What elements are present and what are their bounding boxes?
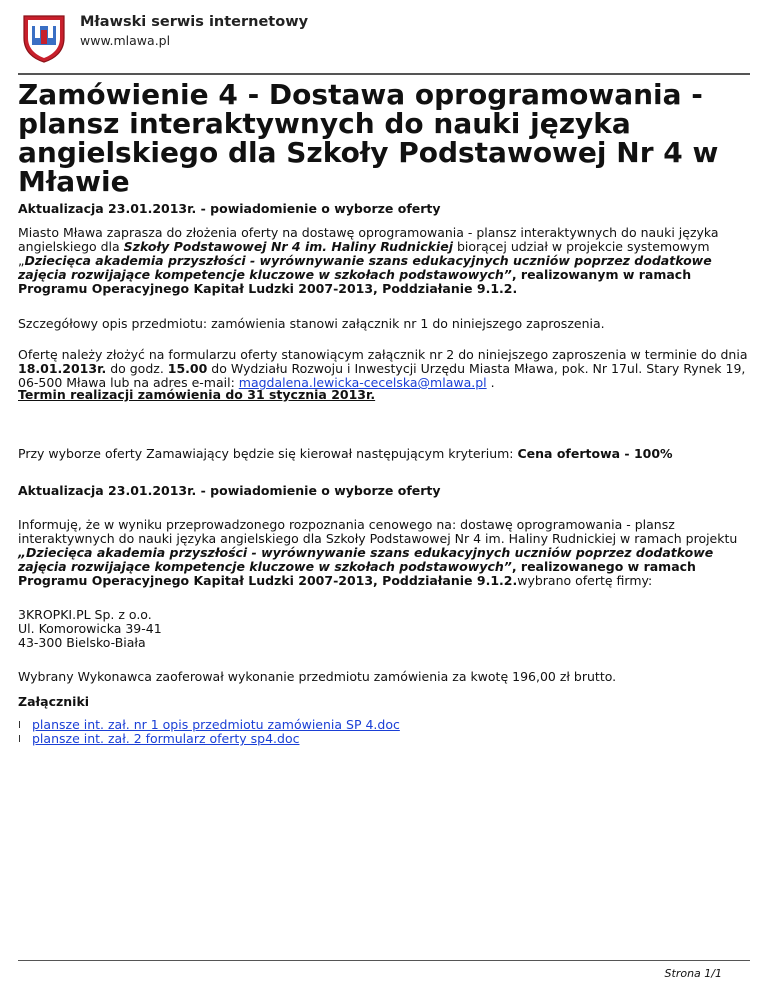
mlawa-coat-of-arms-icon bbox=[18, 12, 70, 64]
detail-paragraph: Szczegółowy opis przedmiotu: zamówienia stanowi załącznik nr 1 do niniejszego zaproszenia. bbox=[18, 316, 605, 331]
site-name: Mławski serwis internetowy bbox=[80, 14, 309, 30]
company-city: 43-300 Bielsko-Biała bbox=[18, 635, 146, 650]
criteria-value: Cena ofertowa - 100% bbox=[517, 446, 673, 461]
project-name: Dziecięca akademia przyszłości - wyrównywanie szans edukacyjnych uczniów poprzez dodatkowe zajęcia rozwijające kompetencje kluczowe w szkołach podstawowych” bbox=[18, 253, 712, 282]
intro-paragraph: Miasto Mława zaprasza do złożenia oferty na dostawę oprogramowania - plansz interaktywnych do nauki języka angielskiego dla Szkoły Podstawowej Nr 4 im. Haliny Rudnickiej biorącej udział w projekcie systemowym „Dziecięca akademia przyszłości - wyrównywanie szans edukacyjnych uczniów poprzez dodatkowe zajęcia rozwijające kompetencje kluczowe w szkołach podstawowych”, realizowanym w ramach Programu Operacyjnego Kapitał Ludzki 2007-2013, Poddziałanie 9.1.2. bbox=[18, 225, 719, 296]
company-address bbox=[18, 608, 162, 650]
list-item bbox=[18, 732, 400, 746]
article-content bbox=[18, 78, 750, 746]
email-link[interactable]: magdalena.lewicka-cecelska@mlawa.pl bbox=[238, 375, 487, 390]
criteria-paragraph: Przy wyborze oferty Zamawiający będzie się kierował następującym kryterium: Cena ofertowa - 100% bbox=[18, 446, 673, 461]
page-title: Zamówienie 4 - Dostawa oprogramowania - plansz interaktywnych do nauki języka angielskiego dla Szkoły Podstawowej Nr 4 w Mławie bbox=[18, 78, 719, 198]
result-paragraph: Informuję, że w wyniku przeprowadzonego rozpoznania cenowego na: dostawę oprogramowania - plansz interaktywnych do nauki języka angielskiego dla Szkoły Podstawowej Nr 4 im. Haliny Rudnickiej w ramach projektu „Dziecięca akademia przyszłości - wyrównywanie szans edukacyjnych uczniów poprzez dodatkowe zajęcia rozwijające kompetencje kluczowe w szkołach podstawowych”, realizowanego w ramach Programu Operacyjnego Kapitał Ludzki 2007-2013, Poddziałanie 9.1.2.wybrano ofertę firmy: bbox=[18, 517, 738, 588]
list-item bbox=[18, 718, 400, 732]
footer-divider bbox=[18, 960, 750, 961]
update-heading-2: Aktualizacja 23.01.2013r. - powiadomienie o wyborze oferty bbox=[18, 483, 441, 498]
school-name: Szkoły Podstawowej Nr 4 im. Haliny Rudnickiej bbox=[123, 239, 453, 254]
page-number: Strona 1/1 bbox=[664, 967, 722, 980]
attachment-link-1[interactable]: plansze int. zał. nr 1 opis przedmiotu zamówienia SP 4.doc bbox=[32, 717, 400, 732]
term-heading: Termin realizacji zamówienia do 31 stycznia 2013r. bbox=[18, 387, 376, 402]
page-header bbox=[18, 12, 750, 74]
attachments-heading: Załączniki bbox=[18, 694, 90, 709]
offer-paragraph: Ofertę należy złożyć na formularzu oferty stanowiącym załącznik nr 2 do niniejszego zaproszenia w terminie do dnia 18.01.2013r. do godz. 15.00 do Wydziału Rozwoju i Inwestycji Urzędu Miasta Mława, pok. Nr 17ul. Stary Rynek 19, 06-500 Mława lub na adres e-mail: magdalena.lewicka-cecelska@mlawa.pl . bbox=[18, 347, 748, 390]
site-url[interactable]: www.mlawa.pl bbox=[80, 33, 171, 48]
offer-deadline-date: 18.01.2013r. bbox=[18, 361, 107, 376]
company-name: 3KROPKI.PL Sp. z o.o. bbox=[18, 607, 152, 622]
attachments-list bbox=[18, 718, 400, 746]
header-divider bbox=[18, 73, 750, 75]
update-heading-1: Aktualizacja 23.01.2013r. - powiadomienie o wyborze oferty bbox=[18, 201, 441, 216]
attachment-link-2[interactable]: plansze int. zał. 2 formularz oferty sp4.doc bbox=[32, 731, 300, 746]
winner-paragraph: Wybrany Wykonawca zaoferował wykonanie przedmiotu zamówienia za kwotę 196,00 zł brutto. bbox=[18, 669, 617, 684]
offer-deadline-hour: 15.00 bbox=[167, 361, 208, 376]
company-street: Ul. Komorowicka 39-41 bbox=[18, 621, 162, 636]
